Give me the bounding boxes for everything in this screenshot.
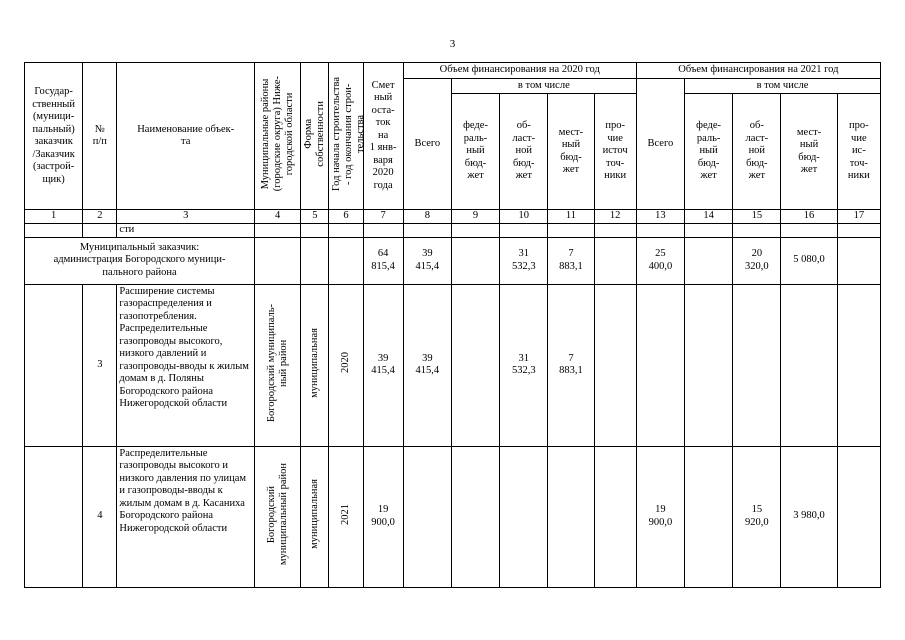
row-ownership: муниципальная xyxy=(308,479,320,550)
header-regional-2021: об- ласт- ной бюд- жет xyxy=(733,94,781,210)
col-num: 17 xyxy=(837,210,880,224)
col-num: 12 xyxy=(594,210,636,224)
header-other-2020: про- чие источ точ- ники xyxy=(594,94,636,210)
col-num: 13 xyxy=(636,210,684,224)
header-total-2020: Всего xyxy=(403,78,451,210)
customer-total-2021: 25 400,0 xyxy=(636,237,684,284)
row-district: Богородский муниципаль- ный район xyxy=(265,303,289,422)
col-num: 2 xyxy=(83,210,117,224)
header-districts-cell xyxy=(255,63,301,210)
row-local-2021: 3 980,0 xyxy=(781,446,837,587)
header-years-cell xyxy=(329,63,367,210)
col-num: 11 xyxy=(548,210,594,224)
row-regional-2021 xyxy=(733,284,781,446)
col-num: 6 xyxy=(329,210,363,224)
row-local-2021 xyxy=(781,284,837,446)
row-total-2021 xyxy=(636,284,684,446)
header-total-2021: Всего xyxy=(636,78,684,210)
row-regional-2020 xyxy=(500,446,548,587)
customer-regional-2021: 20 320,0 xyxy=(733,237,781,284)
col-num: 9 xyxy=(451,210,499,224)
row-estimate: 39 415,4 xyxy=(363,284,403,446)
col-num: 4 xyxy=(255,210,301,224)
row-federal-2021 xyxy=(684,284,732,446)
customer-estimate: 64 815,4 xyxy=(363,237,403,284)
row-num: 4 xyxy=(83,446,117,587)
customer-local-2020: 7 883,1 xyxy=(548,237,594,284)
row-district-cell xyxy=(255,284,301,446)
investment-program-table xyxy=(24,62,881,588)
row-federal-2020 xyxy=(451,446,499,587)
header-regional-2020: об- ласт- ной бюд- жет xyxy=(500,94,548,210)
col-num: 8 xyxy=(403,210,451,224)
header-local-2021: мест- ный бюд- жет xyxy=(781,94,837,210)
row-num: 3 xyxy=(83,284,117,446)
row-district-cell xyxy=(255,446,301,587)
row-regional-2020: 31 532,3 xyxy=(500,284,548,446)
header-ownership: Форма собственности xyxy=(303,100,327,167)
customer-regional-2020: 31 532,3 xyxy=(500,237,548,284)
col-num: 15 xyxy=(733,210,781,224)
row-total-2020: 39 415,4 xyxy=(403,284,451,446)
header-federal-2020: феде- раль- ный бюд- жет xyxy=(451,94,499,210)
row-other-2020 xyxy=(594,446,636,587)
customer-local-2021: 5 080,0 xyxy=(781,237,837,284)
row-year-cell xyxy=(329,284,363,446)
header-including-2021: в том числе xyxy=(684,78,880,94)
customer-label: Муниципальный заказчик: администрация Богородского муници- пального района xyxy=(25,237,255,284)
row-local-2020: 7 883,1 xyxy=(548,284,594,446)
row-federal-2021 xyxy=(684,446,732,587)
header-object-name: Наименование объек- та xyxy=(117,63,255,210)
row-object-name: Расширение системы газораспределения и газопотребления. Распределительные газопроводы высокого, низкого давлений и газопроводы-вводы к жилым домам в д. Поляны Богородского района Нижегородской области xyxy=(117,284,255,446)
header-districts: Муниципальные районы (городские округа) Ниже- городской области xyxy=(259,76,295,192)
col-num: 10 xyxy=(500,210,548,224)
row-total-2021: 19 900,0 xyxy=(636,446,684,587)
header-years: Год начала строительства - год окончания строи- тельства xyxy=(331,76,367,191)
col-num: 14 xyxy=(684,210,732,224)
col-num: 3 xyxy=(117,210,255,224)
header-fin-2021: Объем финансирования на 2021 год xyxy=(636,63,880,79)
customer-total-2020: 39 415,4 xyxy=(403,237,451,284)
row-other-2021 xyxy=(837,446,880,587)
col-num: 1 xyxy=(25,210,83,224)
row-year: 2020 xyxy=(339,352,351,374)
header-other-2021: про- чие ис- точ- ники xyxy=(837,94,880,210)
column-number-row xyxy=(25,210,881,224)
row-federal-2020 xyxy=(451,284,499,446)
row-district: Богородский муниципальный район xyxy=(265,463,289,566)
header-customer: Государ- ственный (муници- пальный) заказчик /Заказчик (застрой- щик) xyxy=(25,63,83,210)
header-federal-2021: феде- раль- ный бюд- жет xyxy=(684,94,732,210)
page-number: 3 xyxy=(449,38,456,50)
table-row xyxy=(25,284,881,446)
table-row xyxy=(25,446,881,587)
row-object-name: Распределительные газопроводы высокого и низкого давления по улицам и газопроводы-вводы к жилым домам в д. Касаниха Богородского района Нижегородской области xyxy=(117,446,255,587)
header-fin-2020: Объем финансирования на 2020 год xyxy=(403,63,636,79)
row-total-2020 xyxy=(403,446,451,587)
row-ownership-cell xyxy=(301,284,329,446)
row-regional-2021: 15 920,0 xyxy=(733,446,781,587)
row-other-2020 xyxy=(594,284,636,446)
row-ownership: муниципальная xyxy=(308,327,320,398)
continuation-row xyxy=(25,224,881,238)
row-ownership-cell xyxy=(301,446,329,587)
header-ownership-cell xyxy=(301,63,329,210)
header-num: № п/п xyxy=(83,63,117,210)
row-other-2021 xyxy=(837,284,880,446)
header-including-2020: в том числе xyxy=(451,78,636,94)
col-num: 5 xyxy=(301,210,329,224)
col-num: 7 xyxy=(363,210,403,224)
row-estimate: 19 900,0 xyxy=(363,446,403,587)
row-year-cell xyxy=(329,446,363,587)
customer-row xyxy=(25,237,881,284)
continuation-text: сти xyxy=(117,224,255,238)
header-estimate: Смет ный оста- ток на 1 янв- варя 2020 года xyxy=(363,63,403,210)
header-local-2020: мест- ный бюд- жет xyxy=(548,94,594,210)
row-year: 2021 xyxy=(339,503,351,525)
row-local-2020 xyxy=(548,446,594,587)
col-num: 16 xyxy=(781,210,837,224)
